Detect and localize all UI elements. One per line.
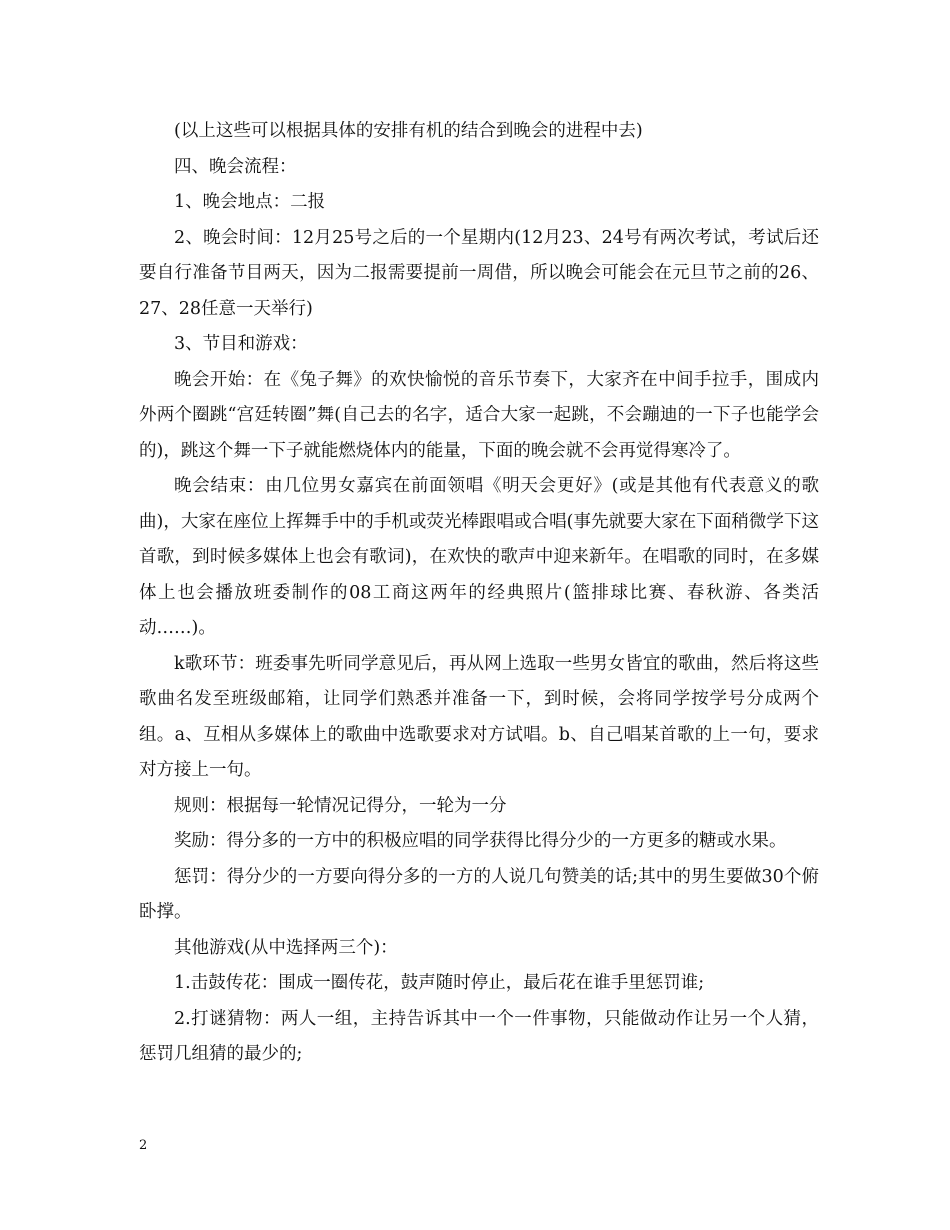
document-body [139,114,819,1073]
paragraph-ending: 晚会结束：由几位男女嘉宾在前面领唱《明天会更好》(或是其他有代表意义的歌曲)，大家在座位上挥舞手中的手机或荧光棒跟唱或合唱(事先就要大家在下面稍微学下这首歌，到时候多媒体上也会有歌词)，在欢快的歌声中迎来新年。在唱歌的同时，在多媒体上也会播放班委制作的08工商这两年的经典照片(篮排球比赛、春秋游、各类活动……)。 [139,476,819,638]
paragraph-opening: 晚会开始：在《兔子舞》的欢快愉悦的音乐节奏下，大家齐在中间手拉手，围成内外两个圈跳“宫廷转圈”舞(自己去的名字，适合大家一起跳，不会蹦迪的一下子也能学会的)，跳这个舞一下子就能燃烧体内的能量，下面的晚会就不会再觉得寒冷了。 [139,369,819,461]
paragraph-time: 2、晚会时间：12月25号之后的一个星期内(12月23、24号有两次考试，考试后还要自行准备节目两天，因为二报需要提前一周借，所以晚会可能会在元旦节之前的26、27、28任意一天举行) [139,227,819,319]
paragraph-game-2: 2.打谜猜物：两人一组，主持告诉其中一个一件事物，只能做动作让另一个人猜，惩罚几组猜的最少的; [139,1008,819,1064]
paragraph-rewards: 奖励：得分多的一方中的积极应唱的同学获得比得分少的一方更多的糖或水果。 [174,831,787,851]
section-heading-evening-flow: 四、晚会流程： [174,156,297,177]
page-number: 2 [139,1138,148,1153]
paragraph-note: (以上这些可以根据具体的安排有机的结合到晚会的进程中去) [174,121,643,141]
paragraph-venue: 1、晚会地点：二报 [174,192,326,212]
paragraph-programs-heading: 3、节目和游戏： [174,334,308,354]
paragraph-karaoke: k歌环节：班委事先听同学意见后，再从网上选取一些男女皆宜的歌曲，然后将这些歌曲名发至班级邮箱，让同学们熟悉并准备一下，到时候，会将同学按学号分成两个组。a、互相从多媒体上的歌曲中选歌要求对方试唱。b、自己唱某首歌的上一句，要求对方接上一句。 [139,653,819,780]
paragraph-game-1: 1.击鼓传花：围成一圈传花，鼓声随时停止，最后花在谁手里惩罚谁; [174,973,705,993]
paragraph-rules: 规则：根据每一轮情况记得分，一轮为一分 [174,795,507,816]
paragraph-other-games: 其他游戏(从中选择两三个)： [174,937,398,958]
paragraph-penalty: 惩罚：得分少的一方要向得分多的一方的人说几句赞美的话;其中的男生要做30个俯卧撑。 [139,866,819,922]
